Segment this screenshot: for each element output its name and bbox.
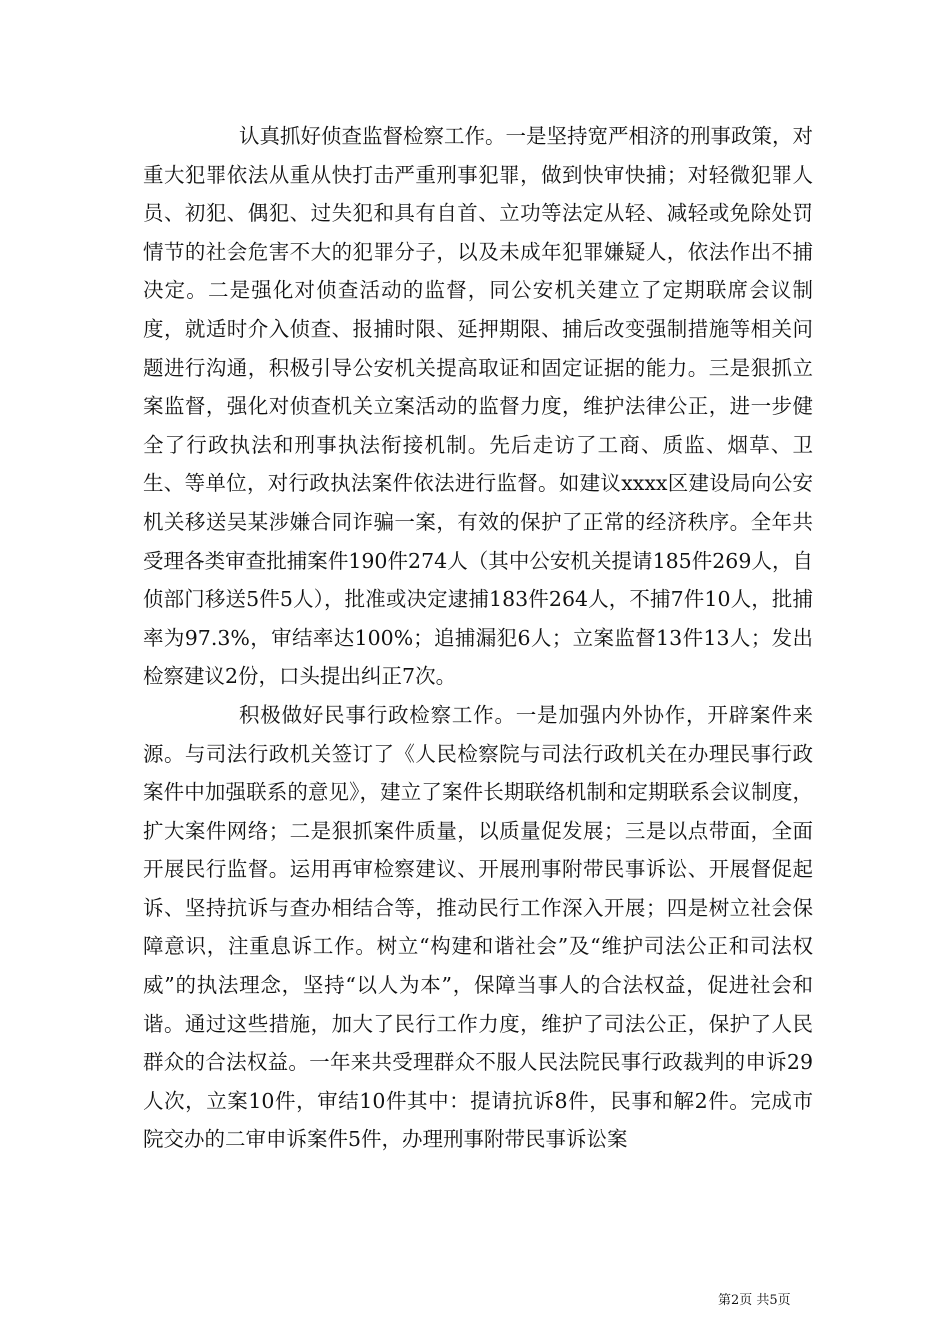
paragraph-civil-administrative: 积极做好民事行政检察工作。一是加强内外协作，开辟案件来源。与司法行政机关签订了《人民检察院与司法行政机关在办理民事行政案件中加强联系的意见》，建立了案件长期联络机制和定期联系会议制度，扩大案件网络；二是狠抓案件质量，以质量促发展；三是以点带面，全面开展民行监督。运用再审检察建议、开展刑事附带民事诉讼、开展督促起诉、坚持抗诉与查办相结合等，推动民行工作深入开展；四是树立社会保障意识，注重息诉工作。树立“构建和谐社会”及“维护司法公正和司法权威”的执法理念，坚持“以人为本”，保障当事人的合法权益，促进社会和谐。通过这些措施，加大了民行工作力度，维护了司法公正，保护了人民群众的合法权益。一年来共受理群众不服人民法院民事行政裁判的申诉29人次，立案10件，审结10件其中：提请抗诉8件，民事和解2件。完成市院交办的二审申诉案件5件，办理刑事附带民事诉讼案 <box>143 702 813 1152</box>
document-body <box>143 117 813 1159</box>
paragraph-investigation-supervision: 认真抓好侦查监督检察工作。一是坚持宽严相济的刑事政策，对重大犯罪依法从重从快打击严重刑事犯罪，做到快审快捕；对轻微犯罪人员、初犯、偶犯、过失犯和具有自首、立功等法定从轻、减轻或免除处罚情节的社会危害不大的犯罪分子，以及未成年犯罪嫌疑人，依法作出不捕决定。二是强化对侦查活动的监督，同公安机关建立了定期联席会议制度，就适时介入侦查、报捕时限、延押期限、捕后改变强制措施等相关问题进行沟通，积极引导公安机关提高取证和固定证据的能力。三是狠抓立案监督，强化对侦查机关立案活动的监督力度，维护法律公正，进一步健全了行政执法和刑事执法衔接机制。先后走访了工商、质监、烟草、卫生、等单位，对行政执法案件依法进行监督。如建议xxxx区建设局向公安机关移送吴某涉嫌合同诈骗一案，有效的保护了正常的经济秩序。全年共受理各类审查批捕案件190件274人（其中公安机关提请185件269人，自侦部门移送5件5人），批准或决定逮捕183件264人，不捕7件10人，批捕率为97.3%，审结率达100%；追捕漏犯6人；立案监督13件13人；发出检察建议2份，口头提出纠正7次。 <box>143 124 813 689</box>
page-number-footer: 第2页 共5页 <box>718 1293 791 1308</box>
